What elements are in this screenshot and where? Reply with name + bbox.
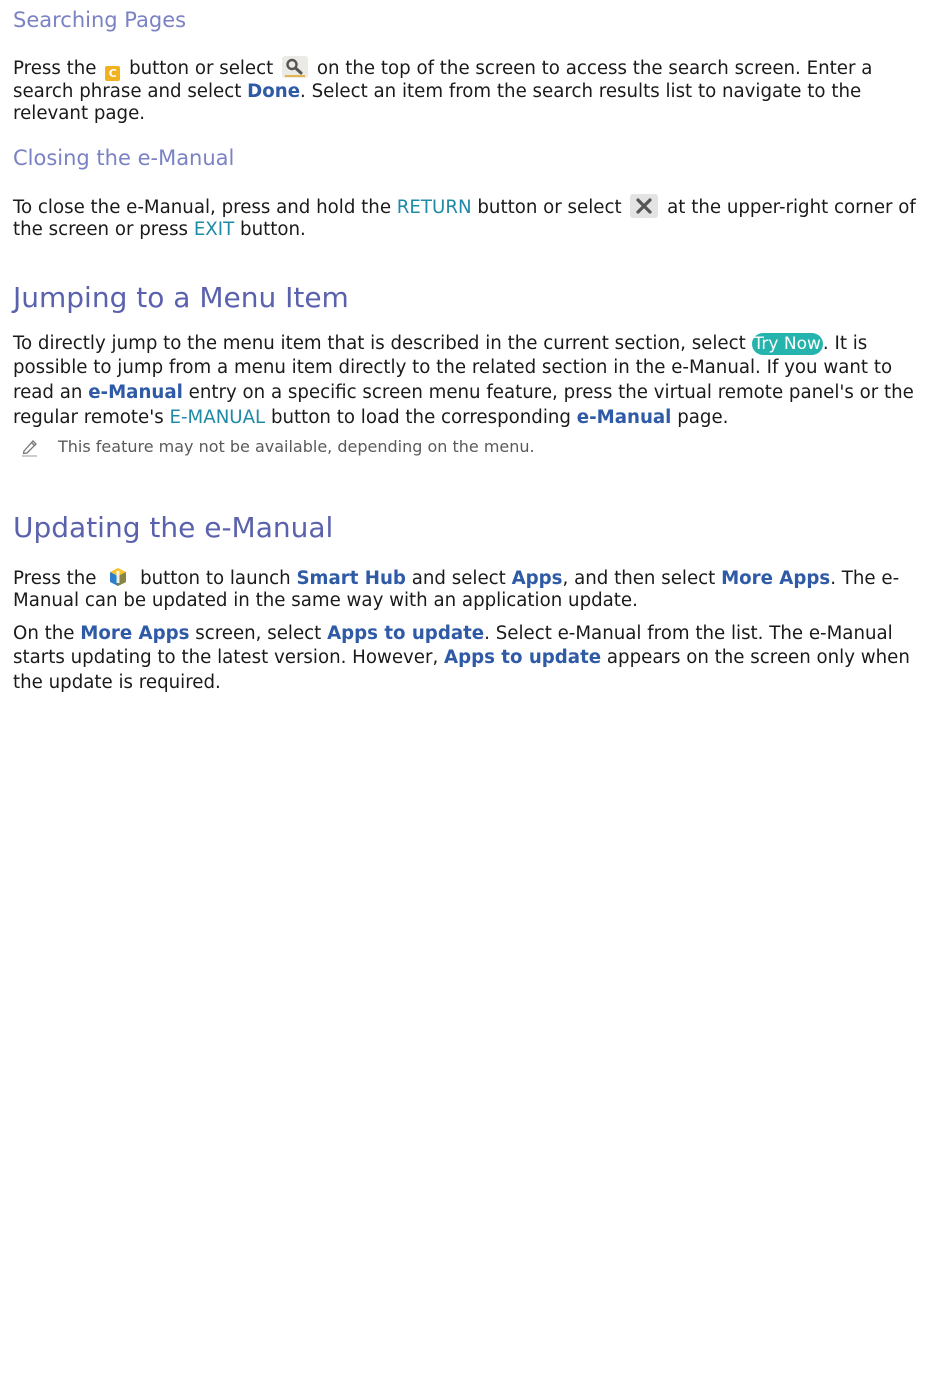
search-icon[interactable] xyxy=(282,56,308,78)
note xyxy=(13,436,923,458)
section-updating xyxy=(13,513,923,696)
keyword-emanual: e-Manual xyxy=(576,406,672,428)
smart-hub-icon xyxy=(107,566,129,588)
keyword-exit: EXIT xyxy=(193,219,235,241)
paragraph-updating-2 xyxy=(13,622,923,696)
text: page. xyxy=(671,406,729,428)
text: button to launch xyxy=(134,567,297,589)
keyword-more-apps: More Apps xyxy=(721,567,831,589)
text: . It is possible to jump from a menu item directly to the related section in the e-Manual. If you want to read an xyxy=(13,332,893,403)
text: button. xyxy=(234,219,306,241)
text: , and then select xyxy=(562,567,722,589)
heading-searching-pages: Searching Pages xyxy=(13,8,187,32)
text: screen, select xyxy=(189,622,328,644)
text: appears on the screen only when the update is required. xyxy=(13,647,910,693)
section-closing xyxy=(13,147,923,241)
text: and select xyxy=(405,567,512,589)
paragraph-updating-1 xyxy=(13,566,923,612)
text: on the top of the screen to access the search screen. Enter a search phrase and select xyxy=(13,58,873,103)
text: at the upper-right corner of the screen or press xyxy=(13,197,916,241)
heading-updating: Updating the e-Manual xyxy=(13,511,334,544)
text: . Select an item from the search results list to navigate to the relevant page. xyxy=(13,81,862,125)
heading-closing: Closing the e-Manual xyxy=(13,146,235,170)
text: Press the xyxy=(13,567,103,589)
text: . Select e-Manual from the list. The e-Manual starts updating to the latest version. However, xyxy=(13,622,893,669)
paragraph-jumping xyxy=(13,332,923,430)
keyword-return: RETURN xyxy=(396,197,472,219)
keyword-smart-hub: Smart Hub xyxy=(296,567,406,589)
section-searching-pages xyxy=(13,9,923,125)
text: Press the xyxy=(13,58,103,80)
note-text: This feature may not be available, depending on the menu. xyxy=(58,437,535,457)
text: On the xyxy=(13,622,81,644)
keyword-emanual: e-Manual xyxy=(88,381,183,403)
text: button or select xyxy=(123,58,280,80)
heading-jumping: Jumping to a Menu Item xyxy=(13,281,349,314)
text: entry on a specific screen menu feature, press the virtual remote panel's or the regular remote's xyxy=(13,381,914,428)
try-now-button[interactable]: Try Now xyxy=(753,333,821,354)
keyword-more-apps: More Apps xyxy=(80,622,190,644)
text: To directly jump to the menu item that is described in the current section, select xyxy=(13,332,752,354)
keyword-apps-to-update: Apps to update xyxy=(327,622,485,644)
close-icon[interactable] xyxy=(630,194,658,218)
c-button-icon: C xyxy=(105,66,120,81)
keyword-done: Done xyxy=(247,81,301,103)
keyword-apps-to-update: Apps to update xyxy=(444,647,602,669)
text: To close the e-Manual, press and hold the xyxy=(13,197,397,219)
paragraph-searching xyxy=(13,56,923,125)
section-jumping xyxy=(13,283,923,458)
pencil-note-icon xyxy=(20,437,40,457)
text: . The e-Manual can be updated in the same way with an application update. xyxy=(13,567,900,611)
text: button or select xyxy=(471,197,628,219)
text: button to load the corresponding xyxy=(265,406,577,428)
paragraph-closing xyxy=(13,194,923,241)
keyword-emanual-button: E-MANUAL xyxy=(169,406,266,428)
keyword-apps: Apps xyxy=(511,567,563,589)
